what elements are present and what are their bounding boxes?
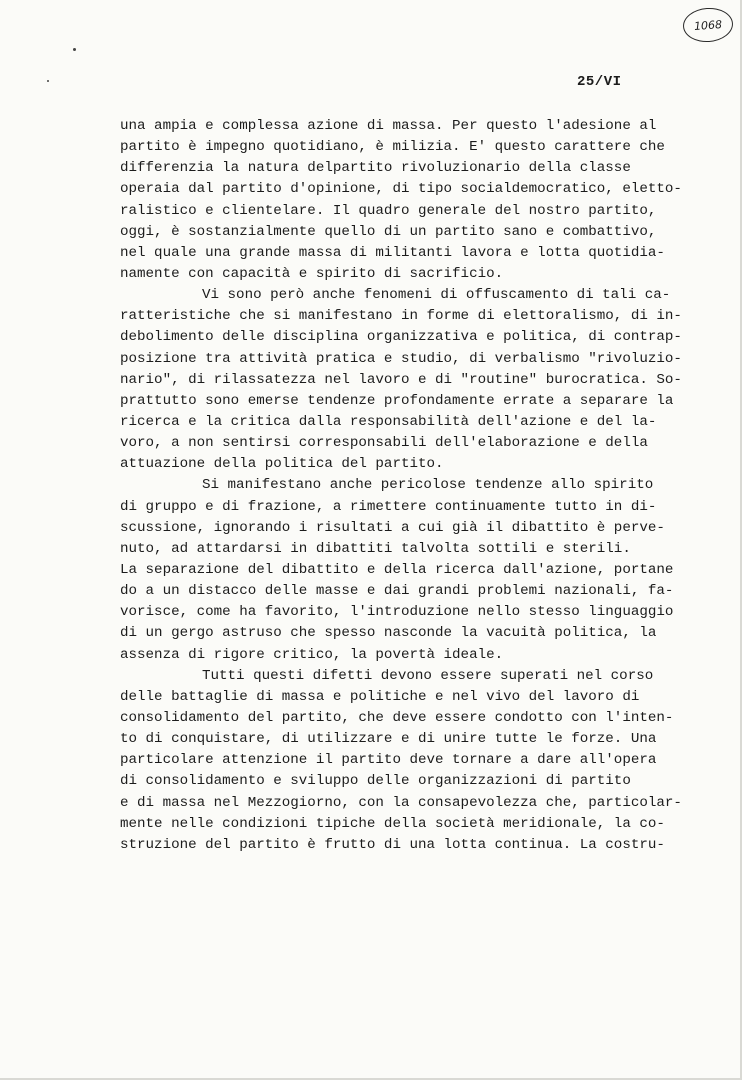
- text-line: oggi, è sostanzialmente quello di un partito sano e combattivo,: [120, 223, 657, 240]
- text-line: Tutti questi difetti devono essere superati nel corso: [202, 667, 654, 684]
- text-line: particolare attenzione il partito deve tornare a dare all'opera: [120, 752, 657, 769]
- text-line: prattutto sono emerse tendenze profondamente errate a separare la: [120, 392, 674, 409]
- text-line: ralistico e clientelare. Il quadro generale del nostro partito,: [120, 202, 657, 219]
- text-line: Si manifestano anche pericolose tendenze allo spirito: [202, 477, 654, 494]
- text-line: voro, a non sentirsi corresponsabili dell'elaborazione e della: [120, 435, 648, 452]
- text-line: attuazione della politica del partito.: [120, 456, 444, 473]
- text-line: scussione, ignorando i risultati a cui già il dibattito è perve-: [120, 519, 665, 536]
- text-line: Vi sono però anche fenomeni di offuscamento di tali ca-: [202, 287, 671, 304]
- text-line: e di massa nel Mezzogiorno, con la consapevolezza che, particolar-: [120, 794, 682, 811]
- text-line: differenzia la natura delpartito rivoluzionario della classe: [120, 160, 631, 177]
- scan-speck: [47, 80, 49, 82]
- text-line: di consolidamento e sviluppo delle organizzazioni di partito: [120, 773, 631, 790]
- text-line: ratteristiche che si manifestano in forme di elettoralismo, di in-: [120, 308, 682, 325]
- text-line: nel quale una grande massa di militanti lavora e lotta quotidia-: [120, 244, 665, 261]
- text-line: mente nelle condizioni tipiche della società meridionale, la co-: [120, 815, 665, 832]
- archive-stamp-number: 1068: [693, 17, 723, 33]
- text-line: posizione tra attività pratica e studio, di verbalismo "rivoluzio-: [120, 350, 682, 367]
- archive-stamp: [682, 6, 734, 43]
- text-line: struzione del partito è frutto di una lotta continua. La costru-: [120, 836, 665, 853]
- text-line: nario", di rilassatezza nel lavoro e di "routine" burocratica. So-: [120, 371, 682, 388]
- text-line: nuto, ad attardarsi in dibattiti talvolta sottili e sterili.: [120, 540, 631, 557]
- text-line: debolimento delle disciplina organizzativa e politica, di contrap-: [120, 329, 682, 346]
- text-line: La separazione del dibattito e della ricerca dall'azione, portane: [120, 561, 674, 578]
- text-line: consolidamento del partito, che deve essere condotto con l'inten-: [120, 709, 674, 726]
- text-line: do a un distacco delle masse e dai grandi problemi nazionali, fa-: [120, 583, 674, 600]
- text-line: namente con capacità e spirito di sacrificio.: [120, 265, 504, 282]
- text-line: di gruppo e di frazione, a rimettere continuamente tutto in di-: [120, 498, 657, 515]
- text-line: una ampia e complessa azione di massa. Per questo l'adesione al: [120, 118, 657, 134]
- scan-speck: [73, 48, 76, 51]
- text-line: di un gergo astruso che spesso nasconde la vacuità politica, la: [120, 625, 657, 642]
- text-line: vorisce, come ha favorito, l'introduzione nello stesso linguaggio: [120, 604, 674, 621]
- body-text: [120, 116, 700, 856]
- text-line: assenza di rigore critico, la povertà ideale.: [120, 646, 504, 663]
- text-line: to di conquistare, di utilizzare e di unire tutte le forze. Una: [120, 731, 657, 748]
- text-line: operaia dal partito d'opinione, di tipo socialdemocratico, eletto-: [120, 181, 682, 198]
- text-line: ricerca e la critica dalla responsabilità dell'azione e del la-: [120, 413, 657, 430]
- page-number: 25/VI: [577, 74, 622, 90]
- text-line: delle battaglie di massa e politiche e nel vivo del lavoro di: [120, 688, 640, 705]
- text-line: partito è impegno quotidiano, è milizia. E' questo carattere che: [120, 139, 665, 156]
